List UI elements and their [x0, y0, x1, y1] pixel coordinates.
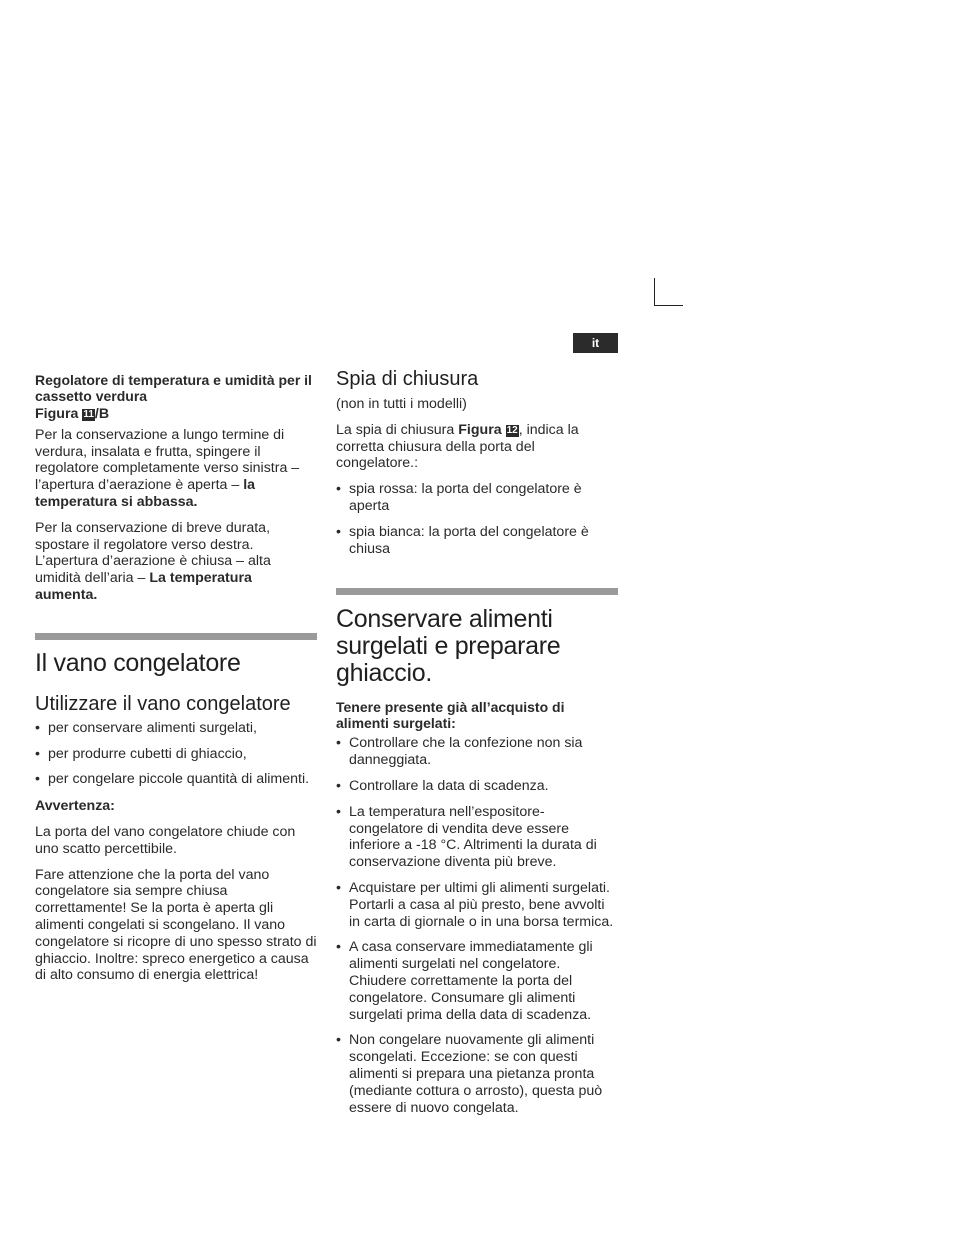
bullet-icon: • — [35, 745, 40, 762]
paragraph-emphasis: la temperatura si abbassa. — [35, 477, 256, 510]
section-title-frozen-food: Conservare alimenti surgelati e preparare ghiaccio. — [336, 605, 561, 688]
list-item: • Acquistare per ultimi gli alimenti surgelati. Portarli a casa al più presto, bene avvolti in carta di giornale o in una borsa termica. — [336, 879, 614, 930]
list-item: • Non congelare nuovamente gli alimenti scongelati. Eccezione: se con questi alimenti si prepara una pietanza pronta (mediante cottura o arrosto), questa può essere di nuovo congelata. — [336, 1032, 603, 1116]
purchase-tips-list — [336, 735, 618, 1116]
figure-label: Figura — [458, 421, 502, 438]
paragraph-emphasis: La temperatura aumenta. — [35, 570, 252, 603]
list-item: • Controllare la data di scadenza. — [336, 777, 549, 794]
section-divider — [35, 633, 317, 640]
figure-number-badge: 11 — [83, 409, 94, 420]
bullet-icon: • — [336, 735, 341, 752]
bullet-icon: • — [336, 777, 341, 794]
list-item: • spia bianca: la porta del congelatore è chiusa — [336, 523, 589, 557]
crop-mark-vertical — [654, 278, 655, 306]
bullet-icon: • — [336, 523, 341, 540]
bullet-icon: • — [336, 939, 341, 956]
list-item: • La temperatura nell’espositore-congelatore di vendita deve essere inferiore a -18 °C. Altrimenti la durata di conservazione diventa più breve. — [336, 803, 597, 871]
bullet-icon: • — [336, 481, 341, 498]
subsection-title-use-freezer: Utilizzare il vano congelatore — [35, 692, 291, 715]
freezer-uses-list — [35, 720, 317, 788]
list-item: • per conservare alimenti surgelati, — [35, 719, 257, 736]
regulator-title: Regolatore di temperatura e umidità per il cassetto verdura — [35, 372, 312, 404]
bullet-icon: • — [336, 1032, 341, 1049]
figure-label: Figura — [35, 406, 79, 422]
bullet-icon: • — [336, 879, 341, 896]
list-item: • per congelare piccole quantità di alimenti. — [35, 771, 310, 788]
attention-text: Fare attenzione che la porta del vano congelatore sia sempre chiusa correttamente! Se la porta è aperta gli alimenti congelati si scongelano. Il vano congelatore si ricopre di uno spesso strato di ghiaccio. Inoltre: spreco energetico a causa di alto consumo di energia elettrica! — [35, 866, 317, 984]
paragraph-text: Per la conservazione di breve durata, spostare il regolatore verso destra. L’apertura d’aerazione è chiusa – alta umidità dell’aria – — [35, 519, 271, 587]
warning-text: La porta del vano congelatore chiude con uno scatto percettibile. — [35, 823, 296, 857]
bullet-icon: • — [336, 803, 341, 820]
figure-number-badge: 12 — [506, 424, 518, 436]
list-item: • spia rossa: la porta del congelatore è aperta — [336, 481, 582, 514]
crop-mark-horizontal — [654, 305, 683, 306]
list-item: • per produrre cubetti di ghiaccio, — [35, 745, 247, 762]
right-column — [336, 368, 618, 1116]
subsection-title-lock-indicator: Spia di chiusura — [336, 368, 479, 390]
bullet-icon: • — [35, 771, 40, 788]
regulator-paragraph-short-term — [35, 520, 317, 604]
left-column — [35, 372, 317, 984]
paragraph-text: Per la conservazione a lungo termine di verdura, insalata e frutta, spingere il regolatore completamente verso sinistra – l’apertura d’aerazione è aperta – — [35, 426, 300, 494]
purchase-label: Tenere presente già all’acquisto di alimenti surgelati: — [336, 699, 565, 732]
lock-indicator-intro: La spia di chiusura Figura 12, indica la corretta chiusura della porta del congelatore.: — [336, 421, 579, 472]
list-item: • A casa conservare immediatamente gli alimenti surgelati nel congelatore. Chiudere correttamente la porta del congelatore. Consumare gli alimenti surgelati prima della data di scadenza. — [336, 939, 593, 1023]
section-divider — [336, 588, 618, 595]
models-note: (non in tutti i modelli) — [336, 396, 467, 412]
language-tab: it — [573, 333, 618, 353]
regulator-paragraph-long-term — [35, 427, 317, 511]
figure-suffix: /B — [94, 406, 110, 422]
regulator-figure-ref — [35, 406, 317, 423]
list-item: • Controllare che la confezione non sia danneggiata. — [336, 735, 583, 769]
bullet-icon: • — [35, 719, 40, 736]
warning-label: Avvertenza: — [35, 798, 115, 815]
section-title-freezer: Il vano congelatore — [35, 648, 241, 677]
lock-indicator-list — [336, 481, 618, 557]
